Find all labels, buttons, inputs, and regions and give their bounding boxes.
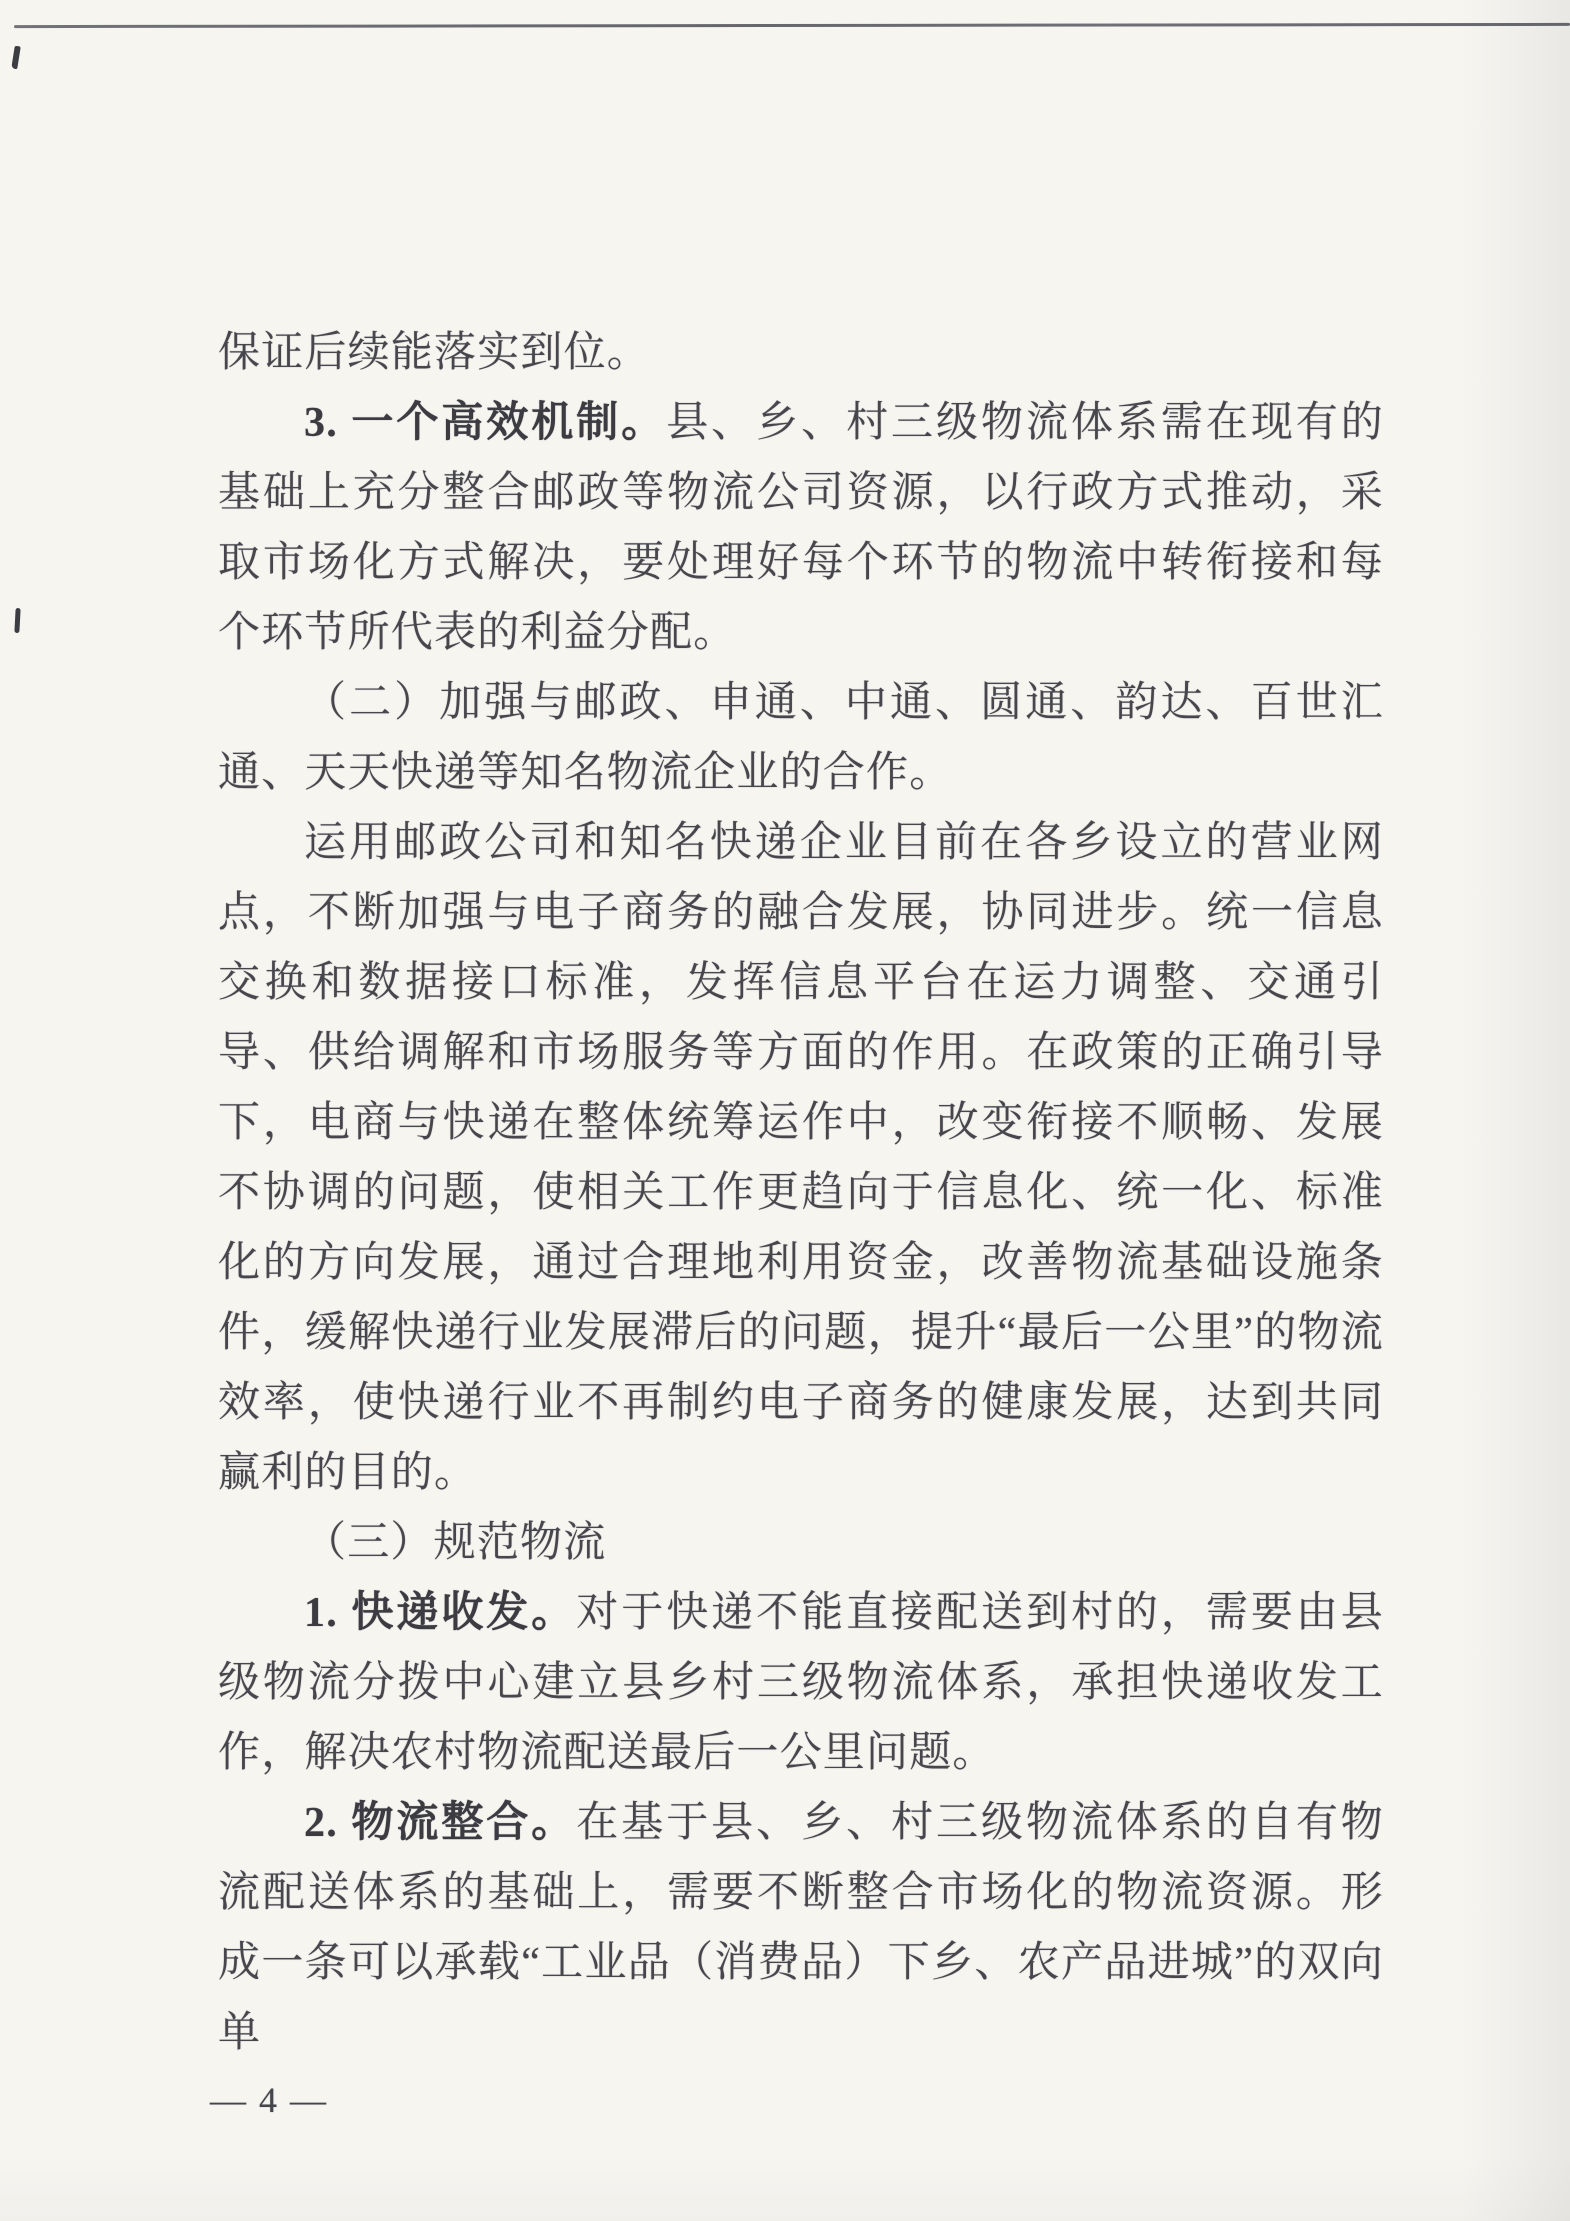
paragraph	[218, 1578, 1384, 1788]
paragraph	[218, 388, 1384, 668]
heading-run: 2. 物流整合。	[304, 1800, 577, 1846]
page-footer	[210, 2078, 328, 2122]
heading-run: 1. 快递收发。	[304, 1590, 577, 1636]
paragraph	[218, 1788, 1384, 2068]
paragraph	[218, 318, 1384, 388]
scan-edge-line	[14, 23, 1570, 28]
text-run: 在基于县、乡、村三级物流体系的自有物流配送体系的基础上，需要不断整合市场化的物流资源。形成一条可以承载“工业品（消费品）下乡、农产品进城”的双向单	[218, 1800, 1384, 2056]
scan-speck-mid-left	[14, 608, 20, 633]
heading-run: 3. 一个高效机制。	[304, 400, 667, 446]
page-number: — 4 —	[210, 2080, 328, 2120]
text-run: 运用邮政公司和知名快递企业目前在各乡设立的营业网点，不断加强与电子商务的融合发展，协同进步。统一信息交换和数据接口标准，发挥信息平台在运力调整、交通引导、供给调解和市场服务等方面的作用。在政策的正确引导下，电商与快递在整体统筹运作中，改变衔接不顺畅、发展不协调的问题，使相关工作更趋向于信息化、统一化、标准化的方向发展，通过合理地利用资金，改善物流基础设施条件，缓解快递行业发展滞后的问题，提升“最后一公里”的物流效率，使快递行业不再制约电子商务的健康发展，达到共同赢利的目的。	[218, 820, 1384, 1496]
text-run: （二）加强与邮政、申通、中通、圆通、韵达、百世汇通、天天快递等知名物流企业的合作。	[218, 680, 1384, 796]
paragraph	[218, 1508, 1384, 1578]
text-run: 县、乡、村三级物流体系需在现有的基础上充分整合邮政等物流公司资源，以行政方式推动，采取市场化方式解决，要处理好每个环节的物流中转衔接和每个环节所代表的利益分配。	[218, 400, 1384, 656]
paragraph	[218, 668, 1384, 808]
text-run: 对于快递不能直接配送到村的，需要由县级物流分拨中心建立县乡村三级物流体系，承担快递收发工作，解决农村物流配送最后一公里问题。	[218, 1590, 1384, 1776]
text-run: 保证后续能落实到位。	[218, 330, 651, 376]
scan-speck-top-left	[11, 46, 21, 70]
document-body	[218, 318, 1384, 2068]
text-run: （三）规范物流	[304, 1520, 607, 1566]
paragraph	[218, 808, 1384, 1508]
